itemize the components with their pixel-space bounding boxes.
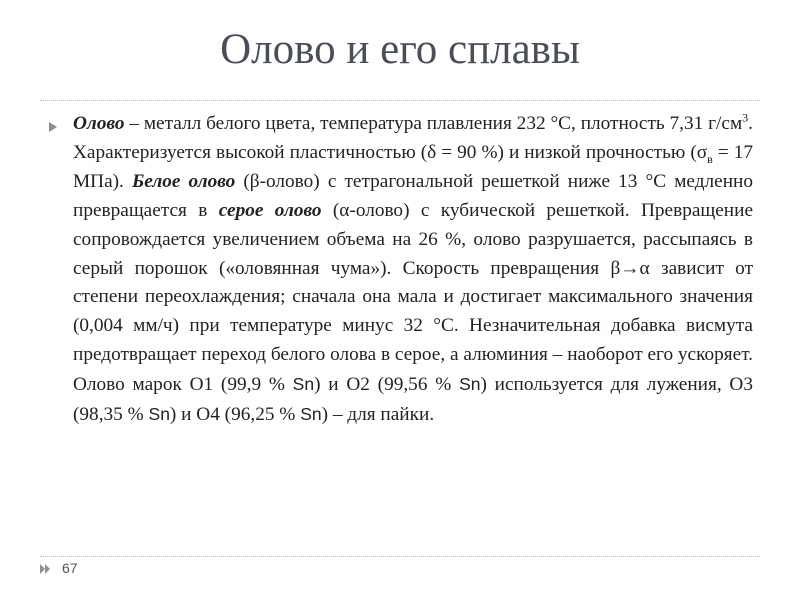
text-run: (β-олово) с тетрагональной решеткой ниже 13 °С медленно превращается в [73, 170, 754, 221]
triangle-bullet-icon [48, 121, 58, 133]
body-paragraph [73, 110, 753, 430]
element-symbol: Sn [292, 374, 315, 395]
text-run: – металл белого цвета, температура плавления 232 °С, плотность 7,31 г/см [124, 113, 743, 134]
text-run: (α-олово) с кубической решеткой. Превращение сопровождается увеличением объема на 26 %, олово разрушается, рассыпаясь в серый порошок («оловянная чума»). Скорость превращения β→α зависит от степени переохлаждения; сначала она мала и достигает максимального значения (0,004 мм/ч) при температуре минус 32 °С. Незначительная добавка висмута предотвращает переход белого олова в серое, а алюминия – наоборот его ускоряет. Олово марок О1 (99,9 % [73, 199, 754, 396]
text-run: . Характеризуется высокой пластичностью (δ = 90 %) и низкой прочностью (σ [73, 113, 753, 163]
element-symbol: Sn [148, 404, 170, 425]
text-run: ) используется для лужения, О3 (98,35 % [73, 374, 753, 426]
text-run: ) – для пайки. [321, 404, 435, 426]
slide-title: Олово и его сплавы [220, 26, 580, 73]
double-chevron-icon [40, 563, 50, 575]
text-run: ) и О2 (99,56 % [314, 374, 460, 396]
title-separator [40, 100, 760, 101]
term-white-tin: Белое олово [132, 170, 236, 192]
element-symbol: Sn [300, 404, 322, 425]
text-run: ) и О4 (96,25 % [169, 404, 301, 426]
element-symbol: Sn [459, 374, 481, 395]
text-run: = 17 МПа). [73, 141, 753, 192]
superscript: 3 [742, 110, 749, 125]
footer-separator [40, 556, 760, 557]
term-grey-tin: серое олово [218, 199, 322, 221]
subscript: в [707, 151, 713, 166]
term-olovo: Олово [73, 113, 125, 134]
page-number: 67 [62, 560, 78, 576]
